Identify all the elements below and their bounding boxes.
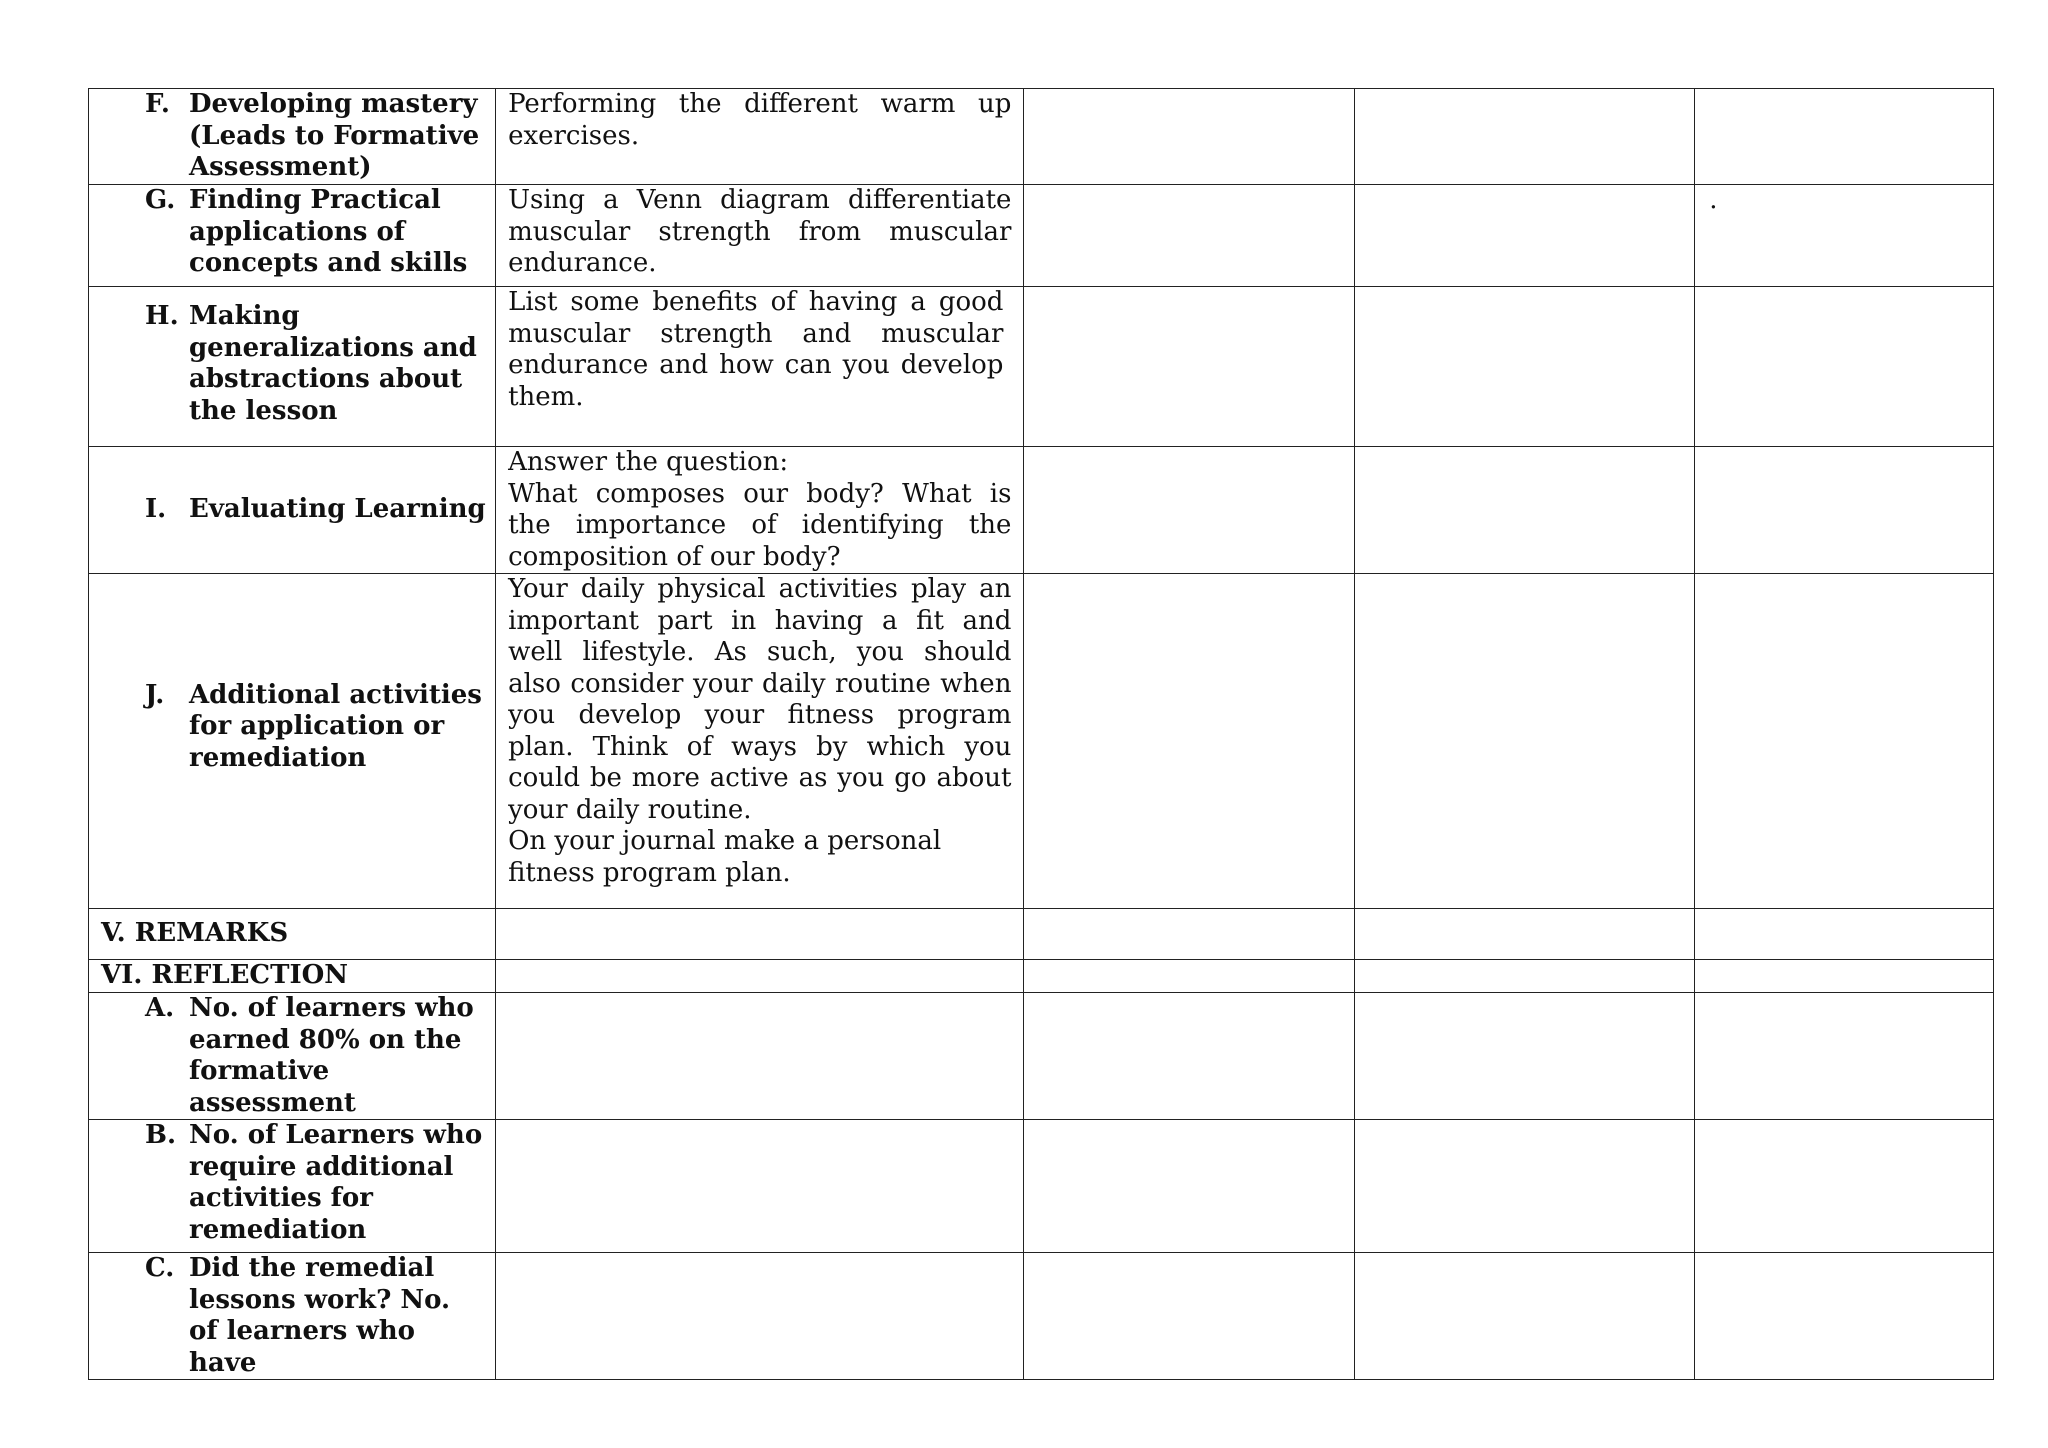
item-label: Finding Practical applications of concepts and skills [189, 185, 468, 278]
section-heading-remarks: V. REMARKS [89, 909, 496, 960]
empty-cell [1024, 447, 1355, 574]
item-letter: J. [145, 679, 165, 710]
row-label-cell [89, 89, 496, 185]
item-letter: C. [145, 1253, 175, 1283]
empty-cell [1355, 447, 1695, 574]
empty-cell [1695, 574, 1994, 909]
item-letter: A. [145, 993, 175, 1023]
empty-cell [1695, 993, 1994, 1120]
table-row [89, 909, 1994, 960]
row-label-cell [89, 185, 496, 287]
item-label: Developing mastery (Leads to Formative Assessment) [189, 89, 480, 182]
empty-cell [496, 960, 1024, 993]
activity-instruction: On your journal make a personal fitness program plan. [508, 826, 942, 888]
row-label-cell [89, 993, 496, 1120]
empty-cell [1024, 1253, 1355, 1380]
table-row [89, 185, 1994, 287]
item-label: Additional activities for application or remediation [189, 679, 482, 773]
empty-cell [496, 1120, 1024, 1253]
empty-cell [496, 993, 1024, 1120]
empty-cell [1024, 960, 1355, 993]
empty-cell [1695, 287, 1994, 447]
table-row [89, 993, 1994, 1120]
table-row [89, 447, 1994, 574]
empty-cell [1024, 574, 1355, 909]
empty-cell [1024, 185, 1355, 287]
empty-cell [1355, 909, 1695, 960]
section-heading-reflection: VI. REFLECTION [89, 960, 496, 993]
item-label: Did the remedial lessons work? No. of learners who have [189, 1253, 451, 1378]
empty-cell [496, 1253, 1024, 1380]
empty-cell [1024, 993, 1355, 1120]
question-intro: Answer the question: [508, 447, 789, 477]
table-row [89, 1120, 1994, 1253]
row-label-cell [89, 287, 496, 447]
item-label: Evaluating Learning [189, 494, 486, 525]
lesson-log-table [88, 88, 1994, 1380]
item-letter: G. [145, 185, 176, 215]
empty-cell [1355, 89, 1695, 185]
table-row [89, 89, 1994, 185]
row-content-cell [496, 574, 1024, 909]
row-content-cell [496, 447, 1024, 574]
item-label: Making generalizations and abstractions about the lesson [189, 301, 477, 426]
empty-cell [1695, 447, 1994, 574]
period-mark: . [1695, 185, 1994, 287]
empty-cell [1024, 287, 1355, 447]
row-label-cell [89, 1120, 496, 1253]
item-letter: H. [145, 301, 179, 331]
row-content-cell: Performing the different warm up exercises. [496, 89, 1024, 185]
table-row [89, 960, 1994, 993]
empty-cell [1695, 909, 1994, 960]
row-label-cell [89, 1253, 496, 1380]
row-content-cell: List some benefits of having a good muscular strength and muscular endurance and how can you develop them. [496, 287, 1024, 447]
empty-cell [1695, 89, 1994, 185]
row-content-cell: Using a Venn diagram differentiate muscular strength from muscular endurance. [496, 185, 1024, 287]
item-letter: F. [145, 89, 170, 119]
empty-cell [1024, 1120, 1355, 1253]
empty-cell [1695, 960, 1994, 993]
empty-cell [1355, 1253, 1695, 1380]
question-text: What composes our body? What is the importance of identifying the composition of our body? [508, 478, 1012, 572]
item-letter: I. [145, 494, 167, 525]
empty-cell [496, 909, 1024, 960]
table-row [89, 1253, 1994, 1380]
empty-cell [1355, 287, 1695, 447]
item-label: No. of Learners who require additional activities for remediation [189, 1120, 483, 1245]
row-label-cell [89, 447, 496, 574]
row-label-cell [89, 574, 496, 909]
item-label: No. of learners who earned 80% on the formative assessment [189, 993, 474, 1118]
empty-cell [1695, 1120, 1994, 1253]
empty-cell [1024, 89, 1355, 185]
activity-paragraph: Your daily physical activities play an important part in having a fit and well lifestyle. As such, you should also consider your daily routine when you develop your fitness program plan. Think of ways by which you could be more active as you go about your daily routine. [508, 574, 1012, 825]
empty-cell [1695, 1253, 1994, 1380]
empty-cell [1355, 960, 1695, 993]
empty-cell [1355, 1120, 1695, 1253]
empty-cell [1355, 574, 1695, 909]
item-letter: B. [145, 1120, 177, 1150]
empty-cell [1024, 909, 1355, 960]
table-row [89, 287, 1994, 447]
empty-cell [1355, 993, 1695, 1120]
empty-cell [1355, 185, 1695, 287]
table-row [89, 574, 1994, 909]
